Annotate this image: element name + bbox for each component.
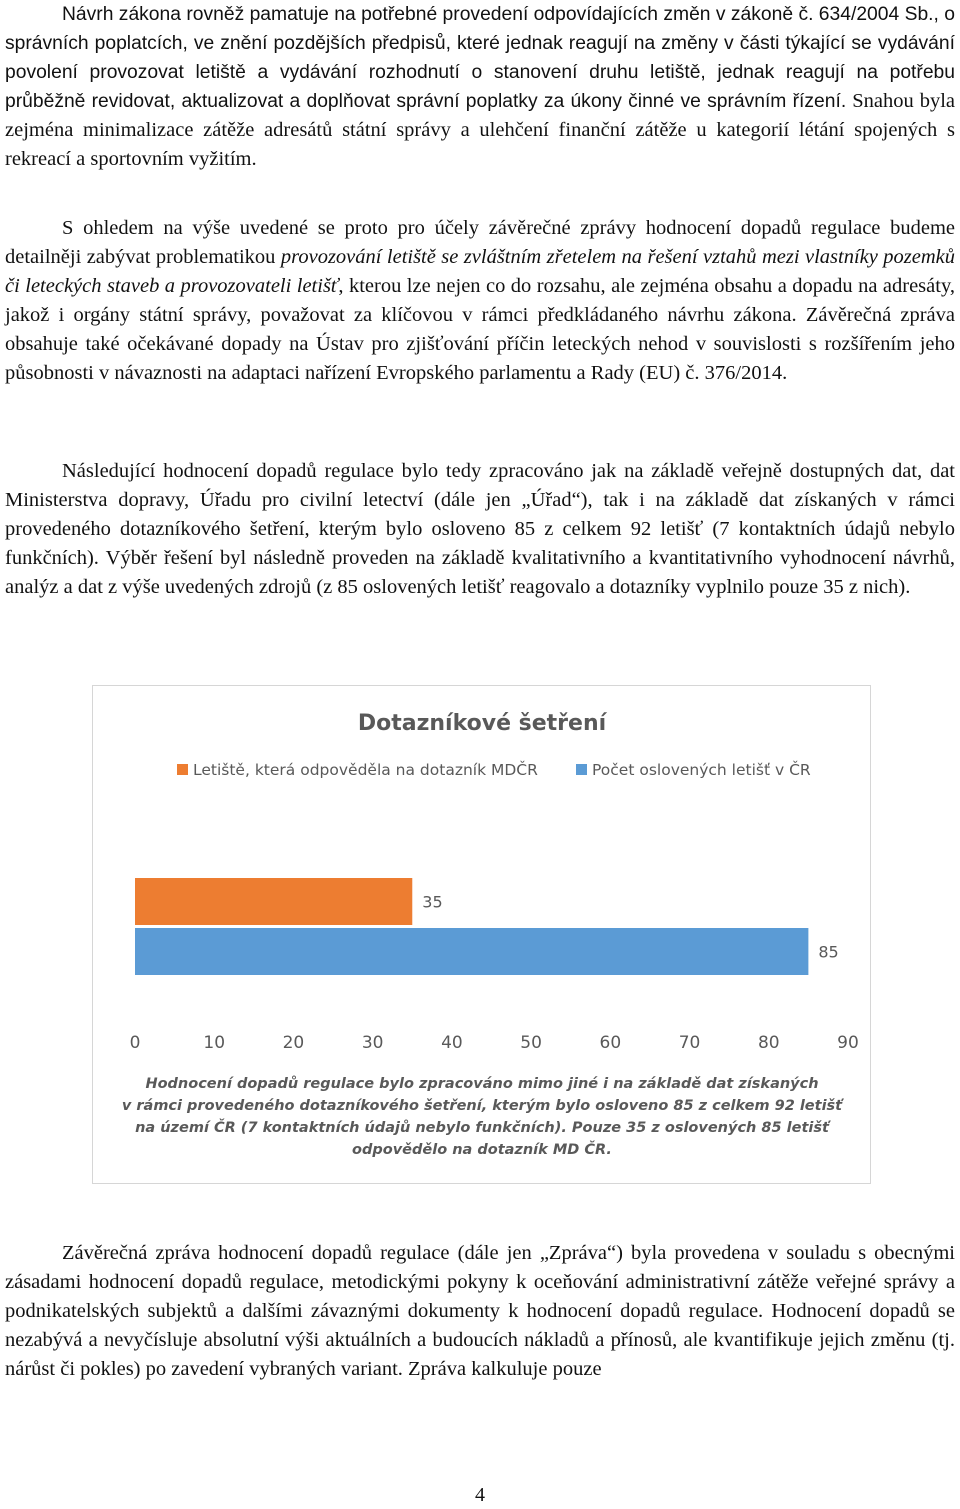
paragraph-1 <box>5 0 955 174</box>
x-tick-label-80: 80 <box>757 1033 780 1053</box>
chart-caption-line-4: odpovědělo na dotazník MD ČR. <box>352 1142 612 1158</box>
paragraph-1-part-c: Snahou byla zejména minimalizace zátěže adresátů státní správy a ulehčení finanční zátěže u kategorií létání spojených s rekreací a sportovním vyžitím. <box>5 90 955 170</box>
chart-caption-line-3: na území ČR (7 kontaktních údajů nebylo funkčních). Pouze 35 z oslovených 85 letišť <box>135 1120 829 1136</box>
paragraph-4: Závěrečná zpráva hodnocení dopadů regulace (dále jen „Zpráva“) byla provedena v souladu s obecnými zásadami hodnocení dopadů regulace, metodickými pokyny k oceňování administrativní zátěže veřejné správy a podnikatelských subjektů a dalšími závaznými dokumenty k hodnocení dopadů regulace. Hodnocení dopadů se nezabývá a nevyčísluje absolutní výši aktuálních a budoucích nákladů a přínosů, ale kvantifikuje jejich změnu (tj. nárůst či pokles) po zavedení vybraných variant. Zpráva kalkuluje pouze <box>5 1242 955 1380</box>
bar-1 <box>135 878 412 925</box>
x-tick-label-90: 90 <box>837 1033 859 1053</box>
chart-figure <box>92 685 871 1184</box>
paragraph-1-part-b: , o správních poplatcích, ve znění pozdějších předpisů, které jednak reagují na změny v části týkající se vydávání povolení provozovat letiště a vydávání rozhodnutí o stanovení druhu letiště, jednak reagují na potřebu průběžně revidovat, aktualizovat a doplňovat správní poplatky za úkony činné ve správním řízení. <box>5 4 955 112</box>
x-tick-label-40: 40 <box>441 1033 463 1053</box>
x-tick-label-20: 20 <box>282 1033 305 1053</box>
chart-caption-line-2: v rámci provedeného dotazníkového šetření, kterým bylo osloveno 85 z celkem 92 letišť <box>121 1098 843 1114</box>
x-tick-label-70: 70 <box>678 1033 701 1053</box>
x-tick-label-60: 60 <box>599 1033 622 1053</box>
paragraph-2-part-a: S ohledem na výše uvedené se proto pro účely závěrečné zprávy hodnocení dopadů regulace budeme detailněji zabývat problematikou <box>5 217 955 268</box>
paragraph-2-emphasis: provozování letiště se zvláštním zřetelem na řešení vztahů mezi vlastníky pozemků či leteckých staveb a provozovateli letišť <box>5 246 955 297</box>
x-tick-label-0: 0 <box>129 1033 141 1053</box>
bar-value-label-1: 35 <box>422 892 443 912</box>
bar-value-label-2: 85 <box>818 942 839 962</box>
legend-label-2: Počet oslovených letišť v ČR <box>592 761 811 779</box>
legend-swatch-2 <box>576 764 587 775</box>
paragraph-3: Následující hodnocení dopadů regulace bylo tedy zpracováno jak na základě veřejně dostupných dat, dat Ministerstva dopravy, Úřadu pro civilní letectví (dále jen „Úřad“), tak i na základě dat získaných v rámci provedeného dotazníkového šetření, kterým bylo osloveno 85 z celkem 92 letišť (7 kontaktních údajů nebylo funkčních). Výběr řešení byl následně proveden na základě kvalitativního a kvantitativního vyhodnocení návrhů, analýz a dat z výše uvedených zdrojů (z 85 oslovených letišť reagovalo a dotazníky vyplnilo pouze 35 z nich). <box>5 460 955 598</box>
paragraph-2 <box>5 214 955 388</box>
legend-label-1: Letiště, která odpověděla na dotazník MDČR <box>193 761 538 779</box>
chart-title: Dotazníkové šetření <box>357 711 607 736</box>
chart-caption-line-1: Hodnocení dopadů regulace bylo zpracováno mimo jiné i na základě dat získaných <box>145 1076 819 1092</box>
x-tick-label-30: 30 <box>361 1033 384 1053</box>
chart-svg <box>93 686 872 1185</box>
x-tick-label-50: 50 <box>520 1033 542 1053</box>
paragraph-2-part-b: , kterou lze nejen co do rozsahu, ale zejména obsahu a dopadu na adresáty, jakož i orgány státní správy, považovat za klíčovou v rámci předkládaného návrhu zákona. Závěrečná zpráva obsahuje také očekávané dopady na Ústav pro zjišťování příčin leteckých nehod v souvislosti s rozšířením jeho působnosti v návaznosti na adaptaci nařízení Evropského parlamentu a Rady (EU) č. 376/2014. <box>5 275 955 384</box>
legend-swatch-1 <box>177 764 188 775</box>
paragraph-1-part-a: Návrh zákona rovněž pamatuje na potřebné provedení odpovídajících změn v zákoně č. 634/2004 Sb. <box>62 4 934 25</box>
x-tick-label-10: 10 <box>203 1033 226 1053</box>
page-number: 4 <box>475 1484 485 1506</box>
bar-2 <box>135 928 808 975</box>
